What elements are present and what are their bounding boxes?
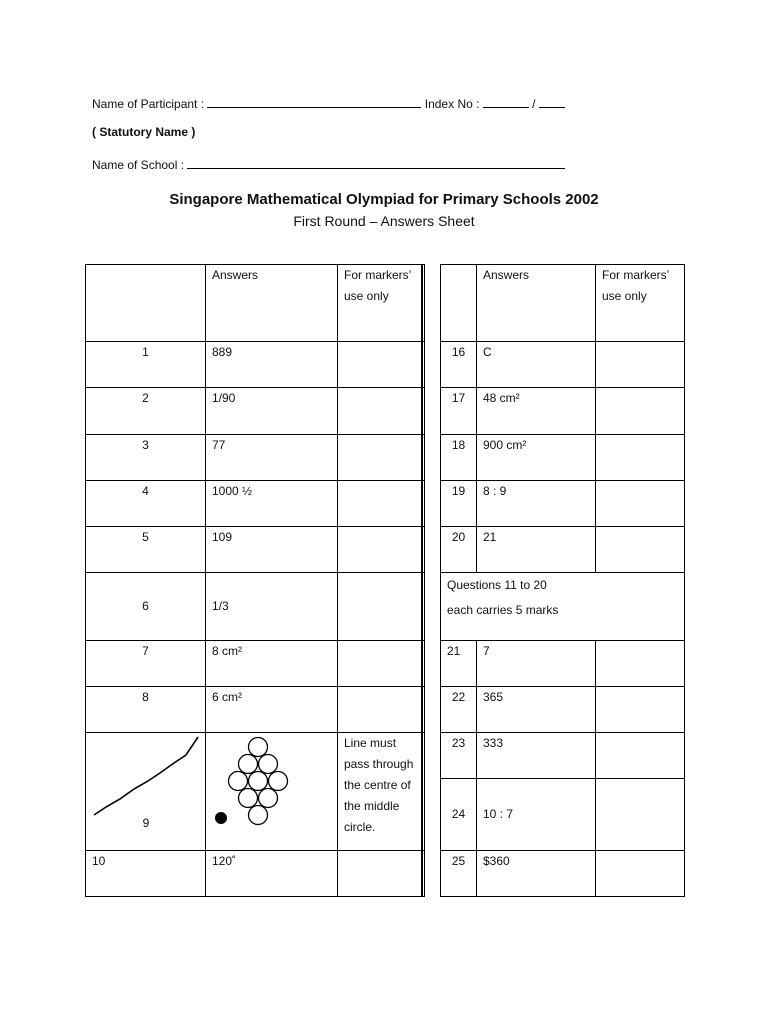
marks-note-line-1: Questions 11 to 20 bbox=[447, 578, 547, 592]
left-header-row bbox=[86, 265, 425, 342]
index-separator: / bbox=[532, 97, 536, 111]
index-blank-2[interactable] bbox=[539, 95, 565, 108]
answer-cell: C bbox=[483, 345, 492, 359]
table-divider bbox=[421, 264, 423, 897]
marker-cell[interactable] bbox=[596, 687, 685, 733]
marker-cell[interactable] bbox=[338, 687, 425, 733]
marks-note-line-2: each carries 5 marks bbox=[447, 603, 559, 617]
marker-cell[interactable] bbox=[338, 388, 425, 435]
answer-cell: 10 : 7 bbox=[483, 807, 514, 821]
answer-cell: 8 cm² bbox=[212, 644, 242, 658]
marker-cell[interactable] bbox=[596, 342, 685, 388]
question-number: 16 bbox=[451, 345, 466, 359]
question-number: 24 bbox=[451, 807, 466, 821]
index-label: Index No : bbox=[424, 97, 480, 111]
table-row bbox=[441, 687, 685, 733]
question-number: 10 bbox=[92, 854, 106, 868]
participant-label: Name of Participant : bbox=[92, 97, 205, 111]
question-number: 8 bbox=[142, 690, 149, 704]
question-number: 23 bbox=[451, 736, 466, 750]
answer-cell: 77 bbox=[212, 438, 226, 452]
circles-diagram bbox=[206, 733, 336, 849]
marker-cell[interactable] bbox=[596, 388, 685, 435]
left-header-blank bbox=[86, 265, 206, 342]
table-row bbox=[441, 779, 685, 851]
answer-cell: 7 bbox=[483, 644, 490, 658]
table-row bbox=[86, 687, 425, 733]
table-row bbox=[441, 388, 685, 435]
table-row bbox=[86, 573, 425, 641]
left-col-answers: Answers bbox=[212, 268, 259, 282]
question-number: 6 bbox=[142, 599, 149, 613]
solid-dot bbox=[215, 812, 227, 824]
answer-cell: 333 bbox=[483, 736, 504, 750]
marker-cell[interactable] bbox=[338, 733, 425, 851]
question-number: 1 bbox=[142, 345, 149, 359]
answer-cell: 1/90 bbox=[212, 391, 236, 405]
answer-cell: 900 cm² bbox=[483, 438, 527, 452]
marker-cell[interactable] bbox=[596, 733, 685, 779]
answer-cell: $360 bbox=[483, 854, 510, 868]
table-row bbox=[441, 481, 685, 527]
marker-cell[interactable] bbox=[596, 435, 685, 481]
left-col-markers: For markers’ use only bbox=[344, 268, 411, 303]
table-row bbox=[86, 342, 425, 388]
marker-cell[interactable] bbox=[596, 481, 685, 527]
table-row bbox=[441, 435, 685, 481]
marker-cell[interactable] bbox=[596, 779, 685, 851]
marker-cell[interactable] bbox=[338, 573, 425, 641]
answer-cell: 6 cm² bbox=[212, 690, 242, 704]
marks-note-row bbox=[441, 573, 685, 641]
answer-cell: 1/3 bbox=[212, 599, 229, 613]
table-row bbox=[86, 641, 425, 687]
statutory-name-label: ( Statutory Name ) bbox=[92, 125, 196, 139]
right-answers-table bbox=[440, 264, 685, 897]
table-row bbox=[441, 527, 685, 573]
page-title: Singapore Mathematical Olympiad for Primary Schools 2002 bbox=[169, 191, 599, 208]
marker-cell[interactable] bbox=[596, 527, 685, 573]
participant-line bbox=[92, 95, 565, 111]
table-row bbox=[86, 733, 425, 851]
table-row bbox=[86, 851, 425, 897]
school-blank[interactable] bbox=[187, 156, 565, 169]
right-col-answers: Answers bbox=[483, 268, 530, 282]
answer-cell: 8 : 9 bbox=[483, 484, 507, 498]
marker-note: Line must pass through the centre of the middle circle. bbox=[344, 736, 414, 834]
question-number: 19 bbox=[451, 484, 466, 498]
question-number: 22 bbox=[451, 690, 466, 704]
question-number: 3 bbox=[142, 438, 149, 452]
marks-note bbox=[441, 573, 685, 641]
table-row bbox=[441, 851, 685, 897]
question-number: 25 bbox=[451, 854, 466, 868]
right-header-blank bbox=[441, 265, 477, 342]
question-number: 21 bbox=[447, 644, 461, 658]
answer-cell: 365 bbox=[483, 690, 504, 704]
participant-blank[interactable] bbox=[207, 95, 421, 108]
school-line bbox=[92, 156, 565, 172]
table-row bbox=[86, 435, 425, 481]
table-row bbox=[441, 342, 685, 388]
marker-cell[interactable] bbox=[596, 641, 685, 687]
question-number: 9 bbox=[142, 816, 150, 830]
table-row bbox=[441, 733, 685, 779]
right-header-row bbox=[441, 265, 685, 342]
table-row bbox=[86, 388, 425, 435]
table-row bbox=[441, 641, 685, 687]
question-number: 5 bbox=[142, 530, 149, 544]
answer-cell bbox=[206, 733, 338, 851]
marker-cell[interactable] bbox=[338, 435, 425, 481]
answer-cell: 109 bbox=[212, 530, 233, 544]
marker-cell[interactable] bbox=[596, 851, 685, 897]
question-number: 18 bbox=[451, 438, 466, 452]
left-answers-table bbox=[85, 264, 425, 897]
question-number: 4 bbox=[142, 484, 149, 498]
question-number: 7 bbox=[142, 644, 149, 658]
right-col-markers: For markers’ use only bbox=[602, 268, 669, 303]
question-9-cell bbox=[86, 733, 206, 851]
marker-cell[interactable] bbox=[338, 641, 425, 687]
marker-cell[interactable] bbox=[338, 851, 425, 897]
page-subtitle: First Round – Answers Sheet bbox=[293, 213, 475, 229]
answer-cell: 120˚ bbox=[212, 854, 237, 868]
answer-cell: 1000 ½ bbox=[212, 484, 253, 498]
school-label: Name of School : bbox=[92, 158, 185, 172]
marker-cell[interactable] bbox=[338, 527, 425, 573]
question-number: 2 bbox=[142, 391, 149, 405]
answer-cell: 21 bbox=[483, 530, 497, 544]
table-row bbox=[86, 481, 425, 527]
marker-cell[interactable] bbox=[338, 481, 425, 527]
table-row bbox=[86, 527, 425, 573]
question-number: 17 bbox=[451, 391, 466, 405]
question-number: 20 bbox=[451, 530, 466, 544]
answer-cell: 889 bbox=[212, 345, 233, 359]
index-blank-1[interactable] bbox=[483, 95, 529, 108]
marker-cell[interactable] bbox=[338, 342, 425, 388]
answer-cell: 48 cm² bbox=[483, 391, 520, 405]
